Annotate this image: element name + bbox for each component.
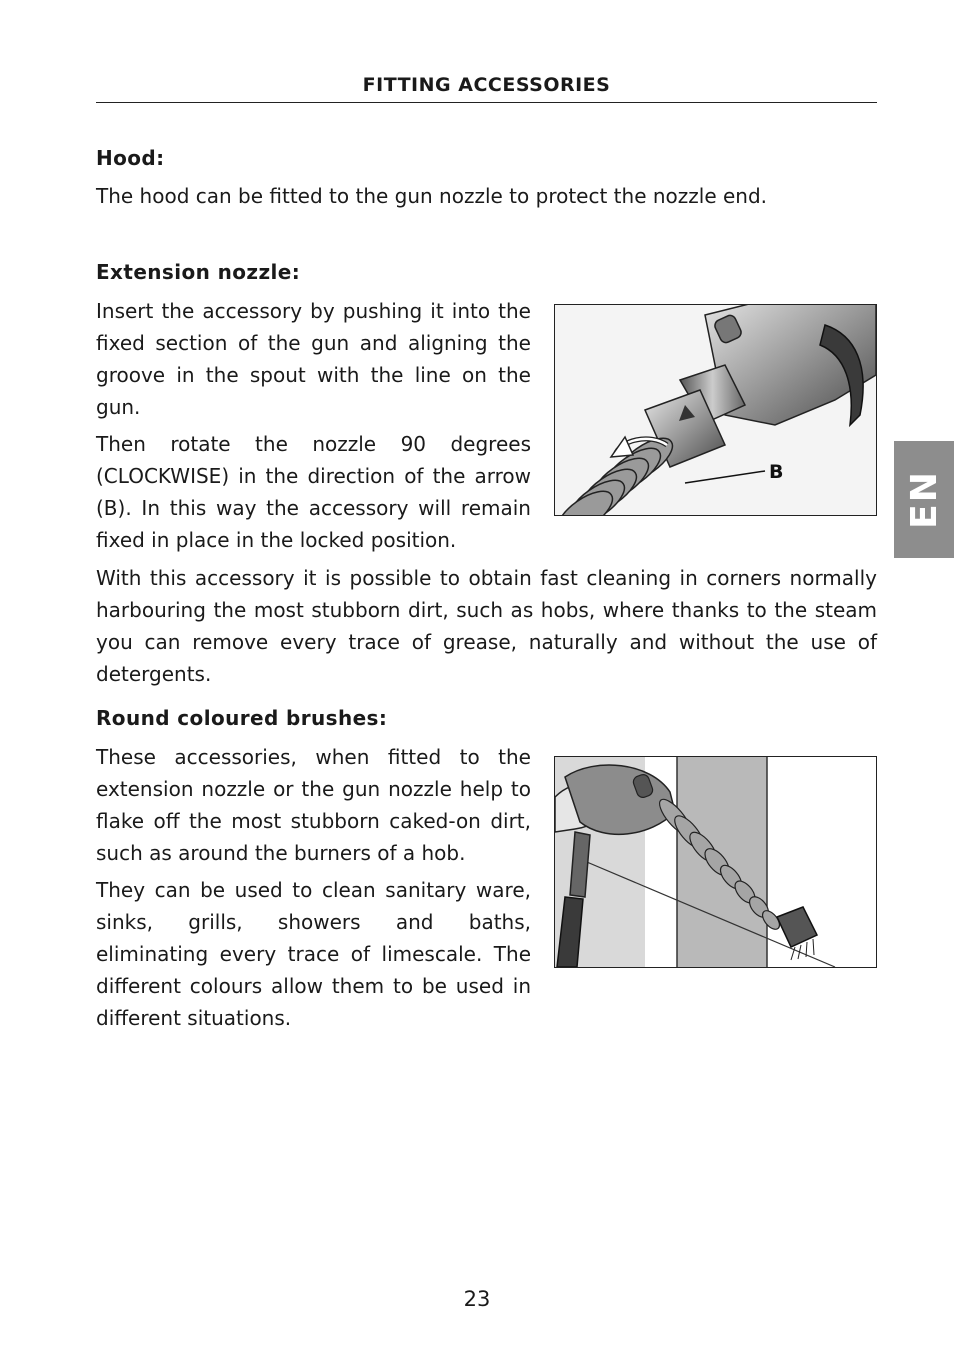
language-tab-label: EN — [903, 470, 945, 529]
extension-paragraph-2: Then rotate the nozzle 90 degrees (CLOCKWISE) in the direction of the arrow (B). In this way the accessory will remain fixed in place in the locked position. — [96, 432, 531, 552]
extension-paragraph-3: With this accessory it is possible to obtain fast cleaning in corners normally harbouring the most stubborn dirt, such as hobs, where thanks to the steam you can remove every trace of grease, naturally and without the use of detergents. — [96, 566, 877, 686]
page-number: 23 — [463, 1287, 491, 1311]
brushes-heading: Round coloured brushes: — [96, 706, 388, 730]
hood-heading: Hood: — [96, 146, 165, 170]
page-header: FITTING ACCESSORIES — [96, 74, 877, 103]
brushes-paragraph-1: These accessories, when fitted to the extension nozzle or the gun nozzle help to flake off the most stubborn caked-on dirt, such as around the burners of a hob. — [96, 745, 531, 865]
hood-text: The hood can be fitted to the gun nozzle to protect the nozzle end. — [96, 184, 768, 208]
extension-nozzle-illustration — [554, 304, 877, 516]
extension-nozzle-drawing — [555, 305, 876, 515]
brushes-paragraph-2: They can be used to clean sanitary ware, sinks, grills, showers and baths, eliminating every trace of limescale. The different colours allow them to be used in different situations. — [96, 878, 531, 1030]
language-tab — [894, 441, 954, 558]
round-brush-drawing — [555, 757, 876, 967]
extension-paragraph-1: Insert the accessory by pushing it into the fixed section of the gun and aligning the groove in the spout with the line on the gun. — [96, 299, 531, 419]
extension-nozzle-heading: Extension nozzle: — [96, 260, 301, 284]
round-brush-illustration — [554, 756, 877, 968]
figure-label-b: B — [769, 461, 784, 483]
